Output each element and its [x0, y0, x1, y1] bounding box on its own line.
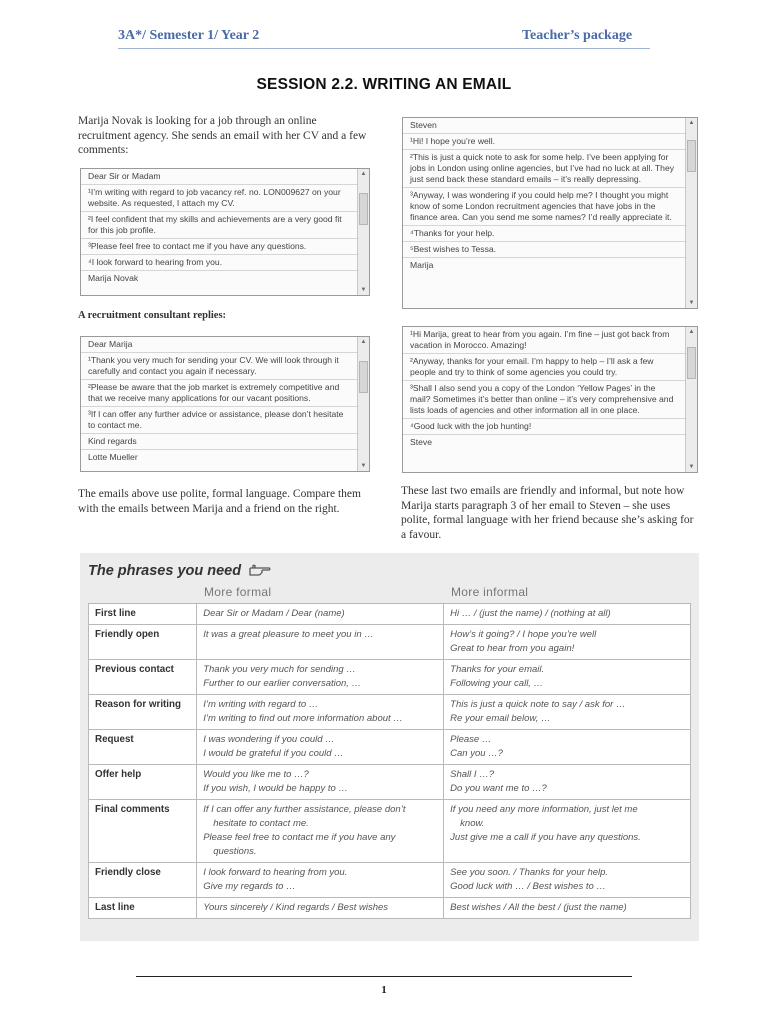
- header-right: Teacher’s package: [522, 28, 633, 43]
- row-label: Offer help: [89, 765, 197, 800]
- phrase-line: Thank you very much for sending …: [203, 664, 356, 675]
- email-line: Kind regards: [81, 434, 369, 450]
- row-label: Friendly open: [89, 625, 197, 660]
- table-row: [89, 625, 691, 660]
- header-left: 3A*/ Semester 1/ Year 2: [118, 28, 260, 43]
- pointing-hand-icon: [249, 563, 271, 581]
- phrase-line: Best wishes / All the best / (just the name): [450, 902, 627, 913]
- email-line: ³If I can offer any further advice or assistance, please don’t hesitate to contact me.: [81, 407, 369, 434]
- phrase-line: If you need any more information, just let me: [450, 804, 638, 815]
- scroll-up-icon[interactable]: ▲: [360, 339, 367, 345]
- scroll-up-icon[interactable]: ▲: [360, 171, 367, 177]
- scroll-down-icon[interactable]: ▼: [688, 300, 695, 306]
- scroll-thumb[interactable]: [359, 193, 368, 225]
- email-line: ³Shall I also send you a copy of the London ‘Yellow Pages’ in the mail? Sometimes it’s better than online – it’s very comprehensive and lists loads of agencies and other information all in one place.: [403, 381, 697, 419]
- row-label: Final comments: [89, 800, 197, 863]
- phrase-line: I’m writing to find out more information about …: [203, 713, 403, 724]
- formal-phrase-cell: [197, 765, 444, 800]
- scrollbar[interactable]: [357, 337, 369, 471]
- row-label: Previous contact: [89, 660, 197, 695]
- phrase-line: It was a great pleasure to meet you in …: [203, 629, 374, 640]
- formal-phrase-cell: [197, 863, 444, 898]
- phrase-line: Would you like me to …?: [203, 769, 309, 780]
- email-line: ²This is just a quick note to ask for some help. I’ve been applying for jobs in London using online agencies, but I’ve had no luck at all. They just send back these standard emails – it’s really depressing.: [403, 150, 697, 188]
- phrase-line: If you wish, I would be happy to …: [203, 783, 348, 794]
- informal-phrase-cell: [444, 625, 691, 660]
- scroll-thumb[interactable]: [687, 347, 696, 379]
- email-line: ¹I’m writing with regard to job vacancy ref. no. LON009627 on your website. As requested, I attach my CV.: [81, 185, 369, 212]
- scrollbar[interactable]: [685, 327, 697, 472]
- row-label: Request: [89, 730, 197, 765]
- email-line: ⁴Good luck with the job hunting!: [403, 419, 697, 435]
- scroll-thumb[interactable]: [687, 140, 696, 172]
- column-header-formal: More formal: [204, 585, 272, 599]
- row-label: Friendly close: [89, 863, 197, 898]
- table-row: [89, 604, 691, 625]
- phrase-line: Hi … / (just the name) / (nothing at all): [450, 608, 611, 619]
- consultant-label: A recruitment consultant replies:: [78, 310, 227, 321]
- email-formal-application: [80, 168, 370, 296]
- phrase-line: Give my regards to …: [203, 881, 296, 892]
- informal-phrase-cell: [444, 604, 691, 625]
- formal-phrase-cell: [197, 660, 444, 695]
- phrase-line: Shall I …?: [450, 769, 494, 780]
- email-line: Steven: [403, 118, 697, 134]
- phrase-line: This is just a quick note to say / ask for …: [450, 699, 626, 710]
- formal-phrase-cell: [197, 625, 444, 660]
- scroll-down-icon[interactable]: ▼: [688, 464, 695, 470]
- phrase-line: Please feel free to contact me if you have any: [203, 832, 396, 843]
- phrase-line: I would be grateful if you could …: [203, 748, 344, 759]
- email-line: ¹Hi! I hope you’re well.: [403, 134, 697, 150]
- table-row: [89, 863, 691, 898]
- formal-phrase-cell: [197, 898, 444, 919]
- table-row: [89, 730, 691, 765]
- row-label: Reason for writing: [89, 695, 197, 730]
- table-row: [89, 800, 691, 863]
- phrase-line: I look forward to hearing from you.: [203, 867, 348, 878]
- email-line: ¹Thank you very much for sending your CV. We will look through it carefully and contact you again if necessary.: [81, 353, 369, 380]
- formal-phrase-cell: [197, 800, 444, 863]
- phrase-line: If I can offer any further assistance, please don’t: [203, 804, 406, 815]
- scroll-thumb[interactable]: [359, 361, 368, 393]
- phrase-line: hesitate to contact me.: [213, 818, 309, 829]
- note-formal: The emails above use polite, formal language. Compare them with the emails between Marija and a friend on the right.: [78, 488, 361, 515]
- phrase-line: I was wondering if you could …: [203, 734, 335, 745]
- scrollbar[interactable]: [357, 169, 369, 295]
- phrase-line: Thanks for your email.: [450, 664, 545, 675]
- formal-phrase-cell: [197, 695, 444, 730]
- email-formal-reply: [80, 336, 370, 472]
- table-row: [89, 695, 691, 730]
- page-title: SESSION 2.2. WRITING AN EMAIL: [256, 76, 512, 93]
- table-row: [89, 765, 691, 800]
- email-line: ¹Hi Marija, great to hear from you again. I’m fine – just got back from vacation in Morocco. Amazing!: [403, 327, 697, 354]
- phrase-line: Great to hear from you again!: [450, 643, 575, 654]
- column-header-informal: More informal: [451, 585, 529, 599]
- row-label: Last line: [89, 898, 197, 919]
- informal-phrase-cell: [444, 863, 691, 898]
- phrase-line: How’s it going? / I hope you’re well: [450, 629, 597, 640]
- informal-phrase-cell: [444, 898, 691, 919]
- email-line: ²Please be aware that the job market is extremely competitive and that we receive many applications for our vacant positions.: [81, 380, 369, 407]
- intro-paragraph: Marija Novak is looking for a job through an online recruitment agency. She sends an email with her CV and a few comments:: [78, 115, 367, 156]
- email-line: ³Please feel free to contact me if you have any questions.: [81, 239, 369, 255]
- note-informal: These last two emails are friendly and informal, but note how Marija starts paragraph 3 of her email to Steven – she uses polite, formal language with her friend because she’s asking for a favour.: [401, 485, 694, 541]
- email-line: ⁴Thanks for your help.: [403, 226, 697, 242]
- email-informal-request: [402, 117, 698, 309]
- informal-phrase-cell: [444, 730, 691, 765]
- formal-phrase-cell: [197, 604, 444, 625]
- phrase-line: Following your call, …: [450, 678, 544, 689]
- phrase-line: know.: [460, 818, 485, 829]
- formal-phrase-cell: [197, 730, 444, 765]
- footer-divider: [136, 976, 632, 977]
- scroll-down-icon[interactable]: ▼: [360, 463, 367, 469]
- phrase-line: Dear Sir or Madam / Dear (name): [203, 608, 345, 619]
- row-label: First line: [89, 604, 197, 625]
- phrases-title: [88, 563, 271, 581]
- table-row: [89, 898, 691, 919]
- email-line: Steve: [410, 437, 432, 447]
- phrases-table: [88, 603, 691, 919]
- header-divider: [118, 48, 650, 49]
- page-number: 1: [381, 984, 387, 996]
- phrase-line: See you soon. / Thanks for your help.: [450, 867, 609, 878]
- email-line: ⁴I look forward to hearing from you.: [81, 255, 369, 271]
- table-row: [89, 660, 691, 695]
- phrase-line: Good luck with … / Best wishes to …: [450, 881, 606, 892]
- email-line: ²Anyway, thanks for your email. I’m happy to help – I’ll ask a few people and try to think of some agencies you could try.: [403, 354, 697, 381]
- phrase-line: I’m writing with regard to …: [203, 699, 319, 710]
- scroll-down-icon[interactable]: ▼: [360, 287, 367, 293]
- informal-phrase-cell: [444, 695, 691, 730]
- phrase-line: Re your email below, …: [450, 713, 551, 724]
- phrase-line: Further to our earlier conversation, …: [203, 678, 362, 689]
- email-line: Marija: [410, 260, 434, 270]
- phrase-line: Can you …?: [450, 748, 503, 759]
- email-line: Dear Sir or Madam: [81, 169, 369, 185]
- phrase-line: questions.: [213, 846, 257, 857]
- informal-phrase-cell: [444, 765, 691, 800]
- email-line: ²I feel confident that my skills and achievements are a very good fit for this job profile.: [81, 212, 369, 239]
- scroll-up-icon[interactable]: ▲: [688, 120, 695, 126]
- email-line: ³Anyway, I was wondering if you could help me? I thought you might know of some London recruitment agencies that have jobs in the finance area. Can you send me some names? I’d really appreciate it.: [403, 188, 697, 226]
- informal-phrase-cell: [444, 660, 691, 695]
- scroll-up-icon[interactable]: ▲: [688, 329, 695, 335]
- scrollbar[interactable]: [685, 118, 697, 308]
- email-line: Dear Marija: [81, 337, 369, 353]
- phrase-line: Please …: [450, 734, 492, 745]
- email-line: Lotte Mueller: [88, 452, 138, 462]
- phrase-line: Yours sincerely / Kind regards / Best wishes: [203, 902, 389, 913]
- phrases-title-text: The phrases you need: [88, 563, 242, 579]
- email-informal-reply: [402, 326, 698, 473]
- phrase-line: Just give me a call if you have any questions.: [450, 832, 641, 843]
- email-line: Marija Novak: [88, 273, 139, 283]
- email-line: ⁵Best wishes to Tessa.: [403, 242, 697, 258]
- informal-phrase-cell: [444, 800, 691, 863]
- phrase-line: Do you want me to …?: [450, 783, 547, 794]
